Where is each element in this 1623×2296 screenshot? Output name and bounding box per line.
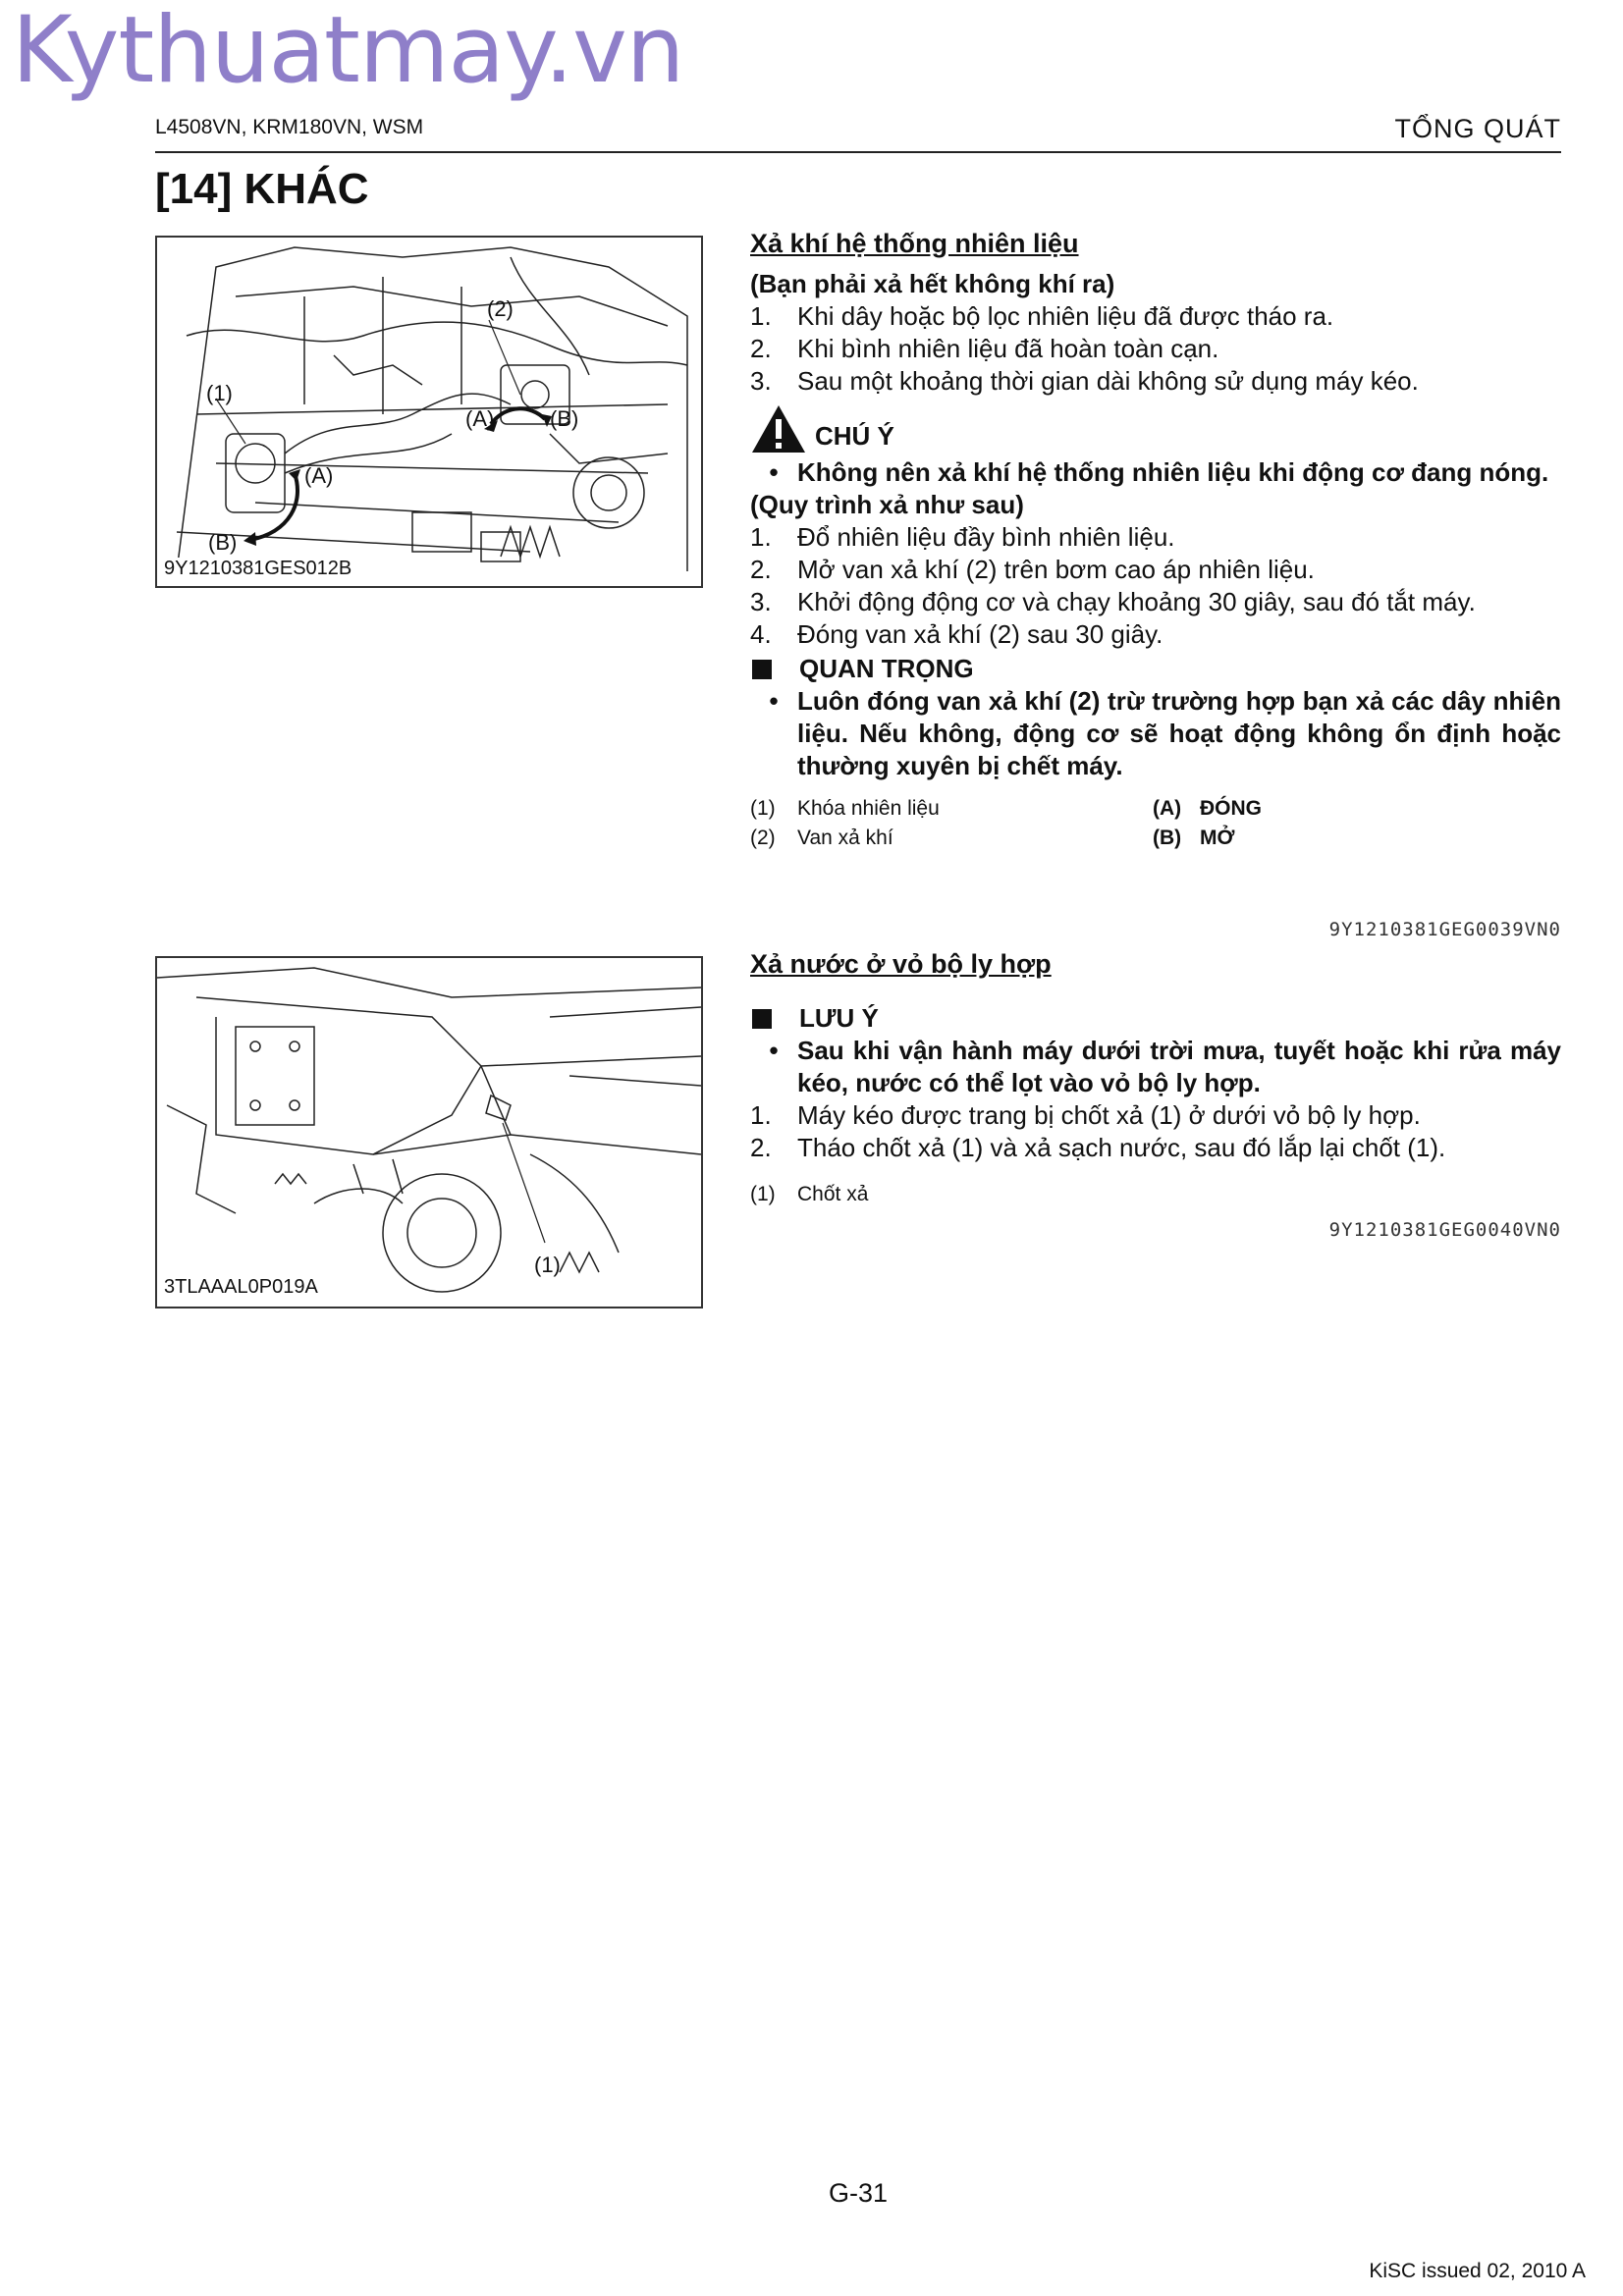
list-item: 2. Khi bình nhiên liệu đã hoàn toàn cạn. — [750, 334, 1219, 363]
header-section: TỔNG QUÁT — [1394, 114, 1561, 143]
fuel-system-illustration — [157, 238, 701, 586]
label-drain-plug: (1) — [534, 1253, 561, 1277]
black-square-icon — [752, 660, 772, 679]
important-label: QUAN TRỌNG — [799, 654, 974, 683]
section-title: [14] KHÁC — [155, 165, 369, 213]
legend-item: (1) Khóa nhiên liệu — [750, 797, 940, 820]
clutch-drain-section — [750, 948, 1561, 1209]
note-text: Sau khi vận hành máy dưới trời mưa, tuyết hoặc khi rửa máy kéo, nước có thể lọt vào vỏ bộ ly hợp. — [797, 1036, 1561, 1097]
caution-item: • Không nên xả khí hệ thống nhiên liệu khi động cơ đang nóng. — [750, 456, 1561, 489]
issue-info: KiSC issued 02, 2010 A — [1369, 2260, 1586, 2282]
important-item: • Luôn đóng van xả khí (2) trừ trường hợp bạn xả các dây nhiên liệu. Nếu không, động cơ sẽ hoạt động không ổn định hoặc thường xuyên bị chết máy. — [769, 686, 1561, 780]
fuel-bleed-section — [750, 228, 1561, 853]
legend-item: (2) Van xả khí — [750, 827, 893, 849]
figure-clutch-housing — [155, 956, 703, 1308]
caution-text: Không nên xả khí hệ thống nhiên liệu khi động cơ đang nóng. — [797, 457, 1549, 487]
list-item: 3. Sau một khoảng thời gian dài không sử dụng máy kéo. — [750, 366, 1419, 396]
note-item: • Sau khi vận hành máy dưới trời mưa, tuyết hoặc khi rửa máy kéo, nước có thể lọt vào vỏ bộ ly hợp. — [769, 1036, 1561, 1097]
conditions-list — [750, 300, 1561, 398]
figure-code: 9Y1210381GES012B — [161, 558, 354, 580]
page-number: G-31 — [829, 2178, 889, 2208]
note-block — [750, 1002, 1561, 1035]
label-1: (1) — [206, 381, 233, 405]
reference-code: 9Y1210381GEG0040VN0 — [1328, 1219, 1561, 1241]
label-a-closed-2: (A) — [465, 406, 495, 431]
fuel-legend — [750, 794, 1561, 853]
caution-label: CHÚ Ý — [815, 420, 894, 451]
header-model: L4508VN, KRM180VN, WSM — [155, 116, 424, 138]
warning-triangle-icon — [750, 403, 807, 454]
legend-item: (A) ĐÓNG — [1153, 797, 1262, 820]
label-b-open-2: (B) — [550, 406, 579, 431]
reference-code: 9Y1210381GEG0039VN0 — [1328, 919, 1561, 940]
list-item: 3. Khởi động động cơ và chạy khoảng 30 giây, sau đó tắt máy. — [750, 587, 1476, 616]
important-block — [750, 653, 1561, 685]
list-item: 2. Mở van xả khí (2) trên bơm cao áp nhiên liệu. — [750, 555, 1315, 584]
figure-fuel-system — [155, 236, 703, 588]
fuel-bleed-subheading: (Bạn phải xả hết không khí ra) — [750, 269, 1115, 298]
list-item: 1. Đổ nhiên liệu đầy bình nhiên liệu. — [750, 522, 1175, 552]
label-b-open: (B) — [208, 530, 238, 555]
caution-block — [750, 401, 1561, 456]
header-rule — [155, 151, 1561, 153]
list-item: 1. Máy kéo được trang bị chốt xả (1) ở dưới vỏ bộ ly hợp. — [750, 1100, 1421, 1130]
watermark: Kythuatmay.vn — [12, 0, 684, 104]
drain-steps — [750, 1099, 1561, 1164]
fuel-bleed-heading: Xả khí hệ thống nhiên liệu — [750, 229, 1079, 258]
list-item: 2. Tháo chốt xả (1) và xả sạch nước, sau đó lắp lại chốt (1). — [750, 1133, 1446, 1162]
drain-legend — [750, 1180, 1561, 1209]
black-square-icon — [752, 1009, 772, 1029]
list-item: 1. Khi dây hoặc bộ lọc nhiên liệu đã được tháo ra. — [750, 301, 1334, 331]
clutch-housing-illustration — [157, 958, 701, 1307]
note-label: LƯU Ý — [799, 1003, 879, 1033]
label-2: (2) — [487, 296, 514, 321]
important-text: Luôn đóng van xả khí (2) trừ trường hợp bạn xả các dây nhiên liệu. Nếu không, động cơ sẽ hoạt động không ổn định hoặc thường xuyên bị chết máy. — [797, 686, 1561, 780]
legend-item: (1) Chốt xả — [750, 1183, 869, 1205]
list-item: 4. Đóng van xả khí (2) sau 30 giây. — [750, 619, 1163, 649]
clutch-drain-heading: Xả nước ở vỏ bộ ly hợp — [750, 949, 1052, 979]
label-a-closed: (A) — [304, 463, 334, 488]
procedure-list — [750, 521, 1561, 651]
legend-item: (B) MỞ — [1153, 827, 1235, 849]
figure-code: 3TLAAAL0P019A — [161, 1276, 321, 1299]
procedure-heading: (Quy trình xả như sau) — [750, 490, 1024, 519]
